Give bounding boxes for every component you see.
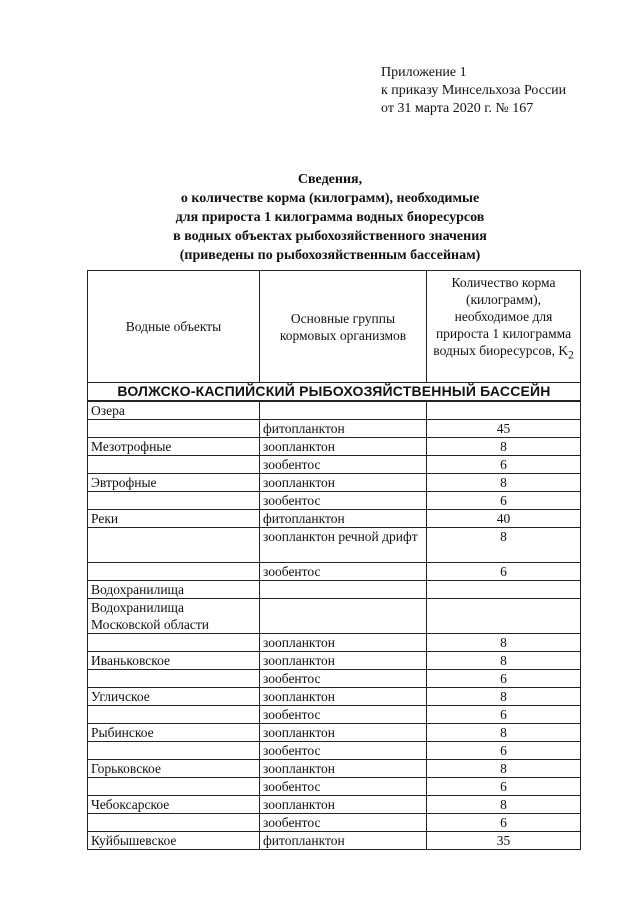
table-row	[88, 492, 581, 510]
table-row	[88, 438, 581, 456]
cell-feed-group: фитопланктон	[260, 510, 427, 528]
cell-water-object: Мезотрофные	[88, 438, 260, 456]
cell-water-object: Эвтрофные	[88, 474, 260, 492]
heading-line-2: о количестве корма (килограмм), необходимые	[180, 191, 480, 206]
table-row	[88, 510, 581, 528]
cell-feed-amount: 35	[427, 832, 581, 850]
heading-line-3: для прироста 1 килограмма водных биоресурсов	[175, 210, 485, 225]
cell-feed-group: зообентос	[260, 670, 427, 688]
table-header-row	[88, 271, 581, 383]
table-row	[88, 420, 581, 438]
cell-water-object: Иваньковское	[88, 652, 260, 670]
cell-feed-group: зоопланктон	[260, 634, 427, 652]
table-row	[88, 688, 581, 706]
cell-water-object: Горьковское	[88, 760, 260, 778]
cell-feed-amount: 8	[427, 796, 581, 814]
appendix-line-2: к приказу Минсельхоза России	[381, 83, 567, 98]
cell-feed-amount: 8	[427, 652, 581, 670]
appendix-line-3: от 31 марта 2020 г. № 167	[381, 101, 534, 116]
table-row	[88, 670, 581, 688]
document-heading	[0, 170, 640, 265]
cell-water-object: Реки	[88, 510, 260, 528]
table-row	[88, 778, 581, 796]
cell-feed-group	[260, 581, 427, 599]
cell-water-object	[88, 670, 260, 688]
cell-feed-amount	[427, 581, 581, 599]
cell-water-object	[88, 456, 260, 474]
cell-water-object: Куйбышевское	[88, 832, 260, 850]
cell-feed-amount: 8	[427, 528, 581, 563]
cell-water-object: Озера	[88, 401, 260, 420]
cell-water-object	[88, 706, 260, 724]
cell-feed-group: зообентос	[260, 778, 427, 796]
table-row	[88, 796, 581, 814]
cell-feed-group: зообентос	[260, 742, 427, 760]
basin-row	[88, 383, 581, 402]
table-row	[88, 724, 581, 742]
cell-feed-group	[260, 599, 427, 634]
table-row	[88, 742, 581, 760]
cell-water-object	[88, 563, 260, 581]
cell-feed-group: зообентос	[260, 456, 427, 474]
cell-feed-amount: 6	[427, 456, 581, 474]
cell-feed-group: зоопланктон	[260, 474, 427, 492]
cell-feed-amount: 6	[427, 563, 581, 581]
cell-water-object	[88, 492, 260, 510]
cell-water-object: Угличское	[88, 688, 260, 706]
heading-line-5: (приведены по рыбохозяйственным бассейнам)	[179, 248, 481, 263]
cell-feed-amount: 8	[427, 760, 581, 778]
cell-feed-group: зообентос	[260, 563, 427, 581]
cell-feed-group: зообентос	[260, 814, 427, 832]
cell-feed-amount: 6	[427, 670, 581, 688]
cell-feed-group: зоопланктон	[260, 796, 427, 814]
appendix-line-1: Приложение 1	[381, 65, 467, 80]
table-row	[88, 832, 581, 850]
cell-feed-group: зоопланктон	[260, 652, 427, 670]
table-row	[88, 474, 581, 492]
cell-feed-group	[260, 401, 427, 420]
cell-feed-amount: 6	[427, 742, 581, 760]
cell-feed-amount	[427, 599, 581, 634]
table-row	[88, 634, 581, 652]
heading-line-1: Сведения,	[297, 172, 363, 187]
cell-feed-group: зоопланктон	[260, 760, 427, 778]
table-row	[88, 652, 581, 670]
cell-water-object	[88, 778, 260, 796]
cell-feed-amount: 8	[427, 438, 581, 456]
header-feed-amount	[427, 271, 581, 383]
cell-feed-group: фитопланктон	[260, 832, 427, 850]
cell-feed-amount: 8	[427, 724, 581, 742]
cell-water-object	[88, 634, 260, 652]
cell-feed-amount: 6	[427, 706, 581, 724]
header-feed-amount-text: Количество корма (килограмм), необходимое для прироста 1 килограмма водных биоресурсов, K	[433, 275, 572, 358]
cell-feed-group: фитопланктон	[260, 420, 427, 438]
table-row	[88, 599, 581, 634]
cell-feed-amount: 8	[427, 634, 581, 652]
cell-feed-amount: 45	[427, 420, 581, 438]
cell-feed-amount: 6	[427, 492, 581, 510]
basin-title: ВОЛЖСКО-КАСПИЙСКИЙ РЫБОХОЗЯЙСТВЕННЫЙ БАССЕЙН	[88, 383, 581, 402]
cell-water-object: Водохранилища Московской области	[88, 599, 260, 634]
cell-feed-amount: 8	[427, 688, 581, 706]
cell-water-object: Рыбинское	[88, 724, 260, 742]
heading-line-4: в водных объектах рыбохозяйственного значения	[173, 229, 487, 244]
cell-water-object	[88, 742, 260, 760]
cell-feed-amount	[427, 401, 581, 420]
cell-feed-amount: 8	[427, 474, 581, 492]
header-feed-groups: Основные группы кормовых организмов	[260, 271, 427, 383]
table-row	[88, 563, 581, 581]
table-row	[88, 814, 581, 832]
header-water-objects: Водные объекты	[88, 271, 260, 383]
cell-feed-group: зоопланктон речной дрифт	[260, 528, 427, 563]
cell-feed-group: зоопланктон	[260, 438, 427, 456]
cell-feed-amount: 6	[427, 814, 581, 832]
cell-feed-group: зоопланктон	[260, 724, 427, 742]
cell-water-object: Водохранилища	[88, 581, 260, 599]
appendix-reference	[381, 64, 566, 118]
table-row	[88, 706, 581, 724]
table-row	[88, 581, 581, 599]
cell-feed-amount: 6	[427, 778, 581, 796]
cell-feed-amount: 40	[427, 510, 581, 528]
cell-feed-group: зообентос	[260, 706, 427, 724]
table-row	[88, 456, 581, 474]
feed-table	[87, 270, 581, 850]
table-row	[88, 528, 581, 563]
cell-feed-group: зообентос	[260, 492, 427, 510]
header-feed-amount-subscript: 2	[568, 349, 574, 362]
cell-water-object	[88, 814, 260, 832]
cell-water-object: Чебоксарское	[88, 796, 260, 814]
cell-feed-group: зоопланктон	[260, 688, 427, 706]
table-row	[88, 401, 581, 420]
cell-water-object	[88, 420, 260, 438]
table-row	[88, 760, 581, 778]
cell-water-object	[88, 528, 260, 563]
